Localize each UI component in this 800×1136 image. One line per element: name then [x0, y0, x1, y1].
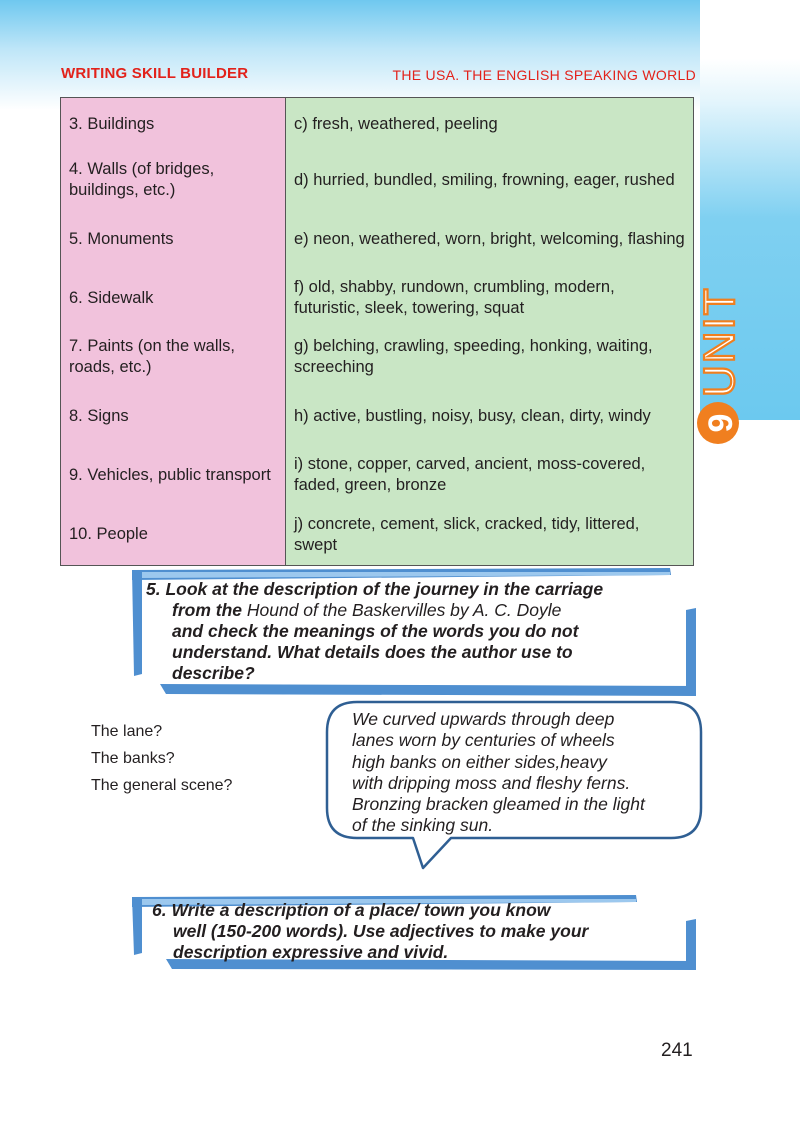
task-5-line-5: describe? [172, 663, 255, 683]
question-list [91, 718, 232, 799]
quote-text [352, 709, 697, 837]
quote-line: lanes worn by centuries of wheels [352, 730, 615, 751]
table-row [61, 505, 694, 566]
quote-line: of the sinking sun. [352, 815, 494, 836]
header-sky-band [0, 0, 800, 110]
task-5-book-title: Hound of the Baskervilles by A. C. Doyle [246, 600, 562, 620]
task-5 [130, 566, 700, 698]
unit-tab [690, 270, 770, 460]
quote-line: Bronzing bracken gleamed in the light [352, 794, 645, 815]
table-cell-item: 8. Signs [61, 387, 286, 446]
vocabulary-table [60, 97, 694, 566]
quote-line: with dripping moss and fleshy ferns. [352, 772, 631, 793]
table-row [61, 446, 694, 505]
task-5-line-3: and check the meanings of the words you do not [172, 621, 579, 641]
table-cell-item: 9. Vehicles, public transport [61, 446, 286, 505]
table-cell-adjectives: d) hurried, bundled, smiling, frowning, eager, rushed [286, 151, 694, 210]
quote-line: We curved upwards through deep [352, 709, 615, 729]
page-number: 241 [661, 1040, 693, 1061]
table-cell-item: 6. Sidewalk [61, 269, 286, 328]
table-cell-adjectives: i) stone, copper, carved, ancient, moss-covered, faded, green, bronze [286, 446, 694, 505]
task-6-line-1: Write a description of a place/ town you know [171, 900, 551, 920]
task-5-line-4: understand. What details does the author use to [172, 642, 573, 662]
table-row [61, 98, 694, 151]
table-cell-item: 5. Monuments [61, 210, 286, 269]
table-cell-item: 10. People [61, 505, 286, 566]
table-cell-adjectives: f) old, shabby, rundown, crumbling, modern, futuristic, sleek, towering, squat [286, 269, 694, 328]
table-cell-item: 7. Paints (on the walls, roads, etc.) [61, 328, 286, 387]
table-row [61, 269, 694, 328]
task-5-number: 5. [146, 579, 161, 599]
question-general-scene: The general scene? [91, 777, 233, 794]
question-banks: The banks? [91, 750, 175, 767]
question-lane: The lane? [91, 723, 163, 740]
table-row [61, 387, 694, 446]
quote-line: high banks on either sides,heavy [352, 751, 607, 772]
table-cell-item: 4. Walls (of bridges, buildings, etc.) [61, 151, 286, 210]
table-cell-item: 3. Buildings [61, 98, 286, 151]
task-6-line-2: well (150-200 words). Use adjectives to make your [173, 921, 589, 941]
unit-number: 9 [702, 413, 740, 433]
table-cell-adjectives: h) active, bustling, noisy, busy, clean, dirty, windy [286, 387, 694, 446]
table-cell-adjectives: j) concrete, cement, slick, cracked, tidy, littered, swept [286, 505, 694, 566]
chapter-title: THE USA. THE ENGLISH SPEAKING WORLD [392, 67, 696, 83]
task-5-line-1: Look at the description of the journey in the carriage [165, 579, 604, 599]
table-cell-adjectives: c) fresh, weathered, peeling [286, 98, 694, 151]
table-row [61, 210, 694, 269]
table-row [61, 151, 694, 210]
table-row [61, 328, 694, 387]
unit-tab-label: UNIT [695, 286, 744, 397]
task-6-line-3: description expressive and vivid. [173, 942, 449, 962]
table-cell-adjectives: e) neon, weathered, worn, bright, welcoming, flashing [286, 210, 694, 269]
task-6 [130, 893, 700, 973]
section-title: WRITING SKILL BUILDER [61, 65, 249, 82]
table-cell-adjectives: g) belching, crawling, speeding, honking, waiting, screeching [286, 328, 694, 387]
task-5-from: from the [172, 600, 242, 620]
task-6-number: 6. [152, 900, 167, 920]
